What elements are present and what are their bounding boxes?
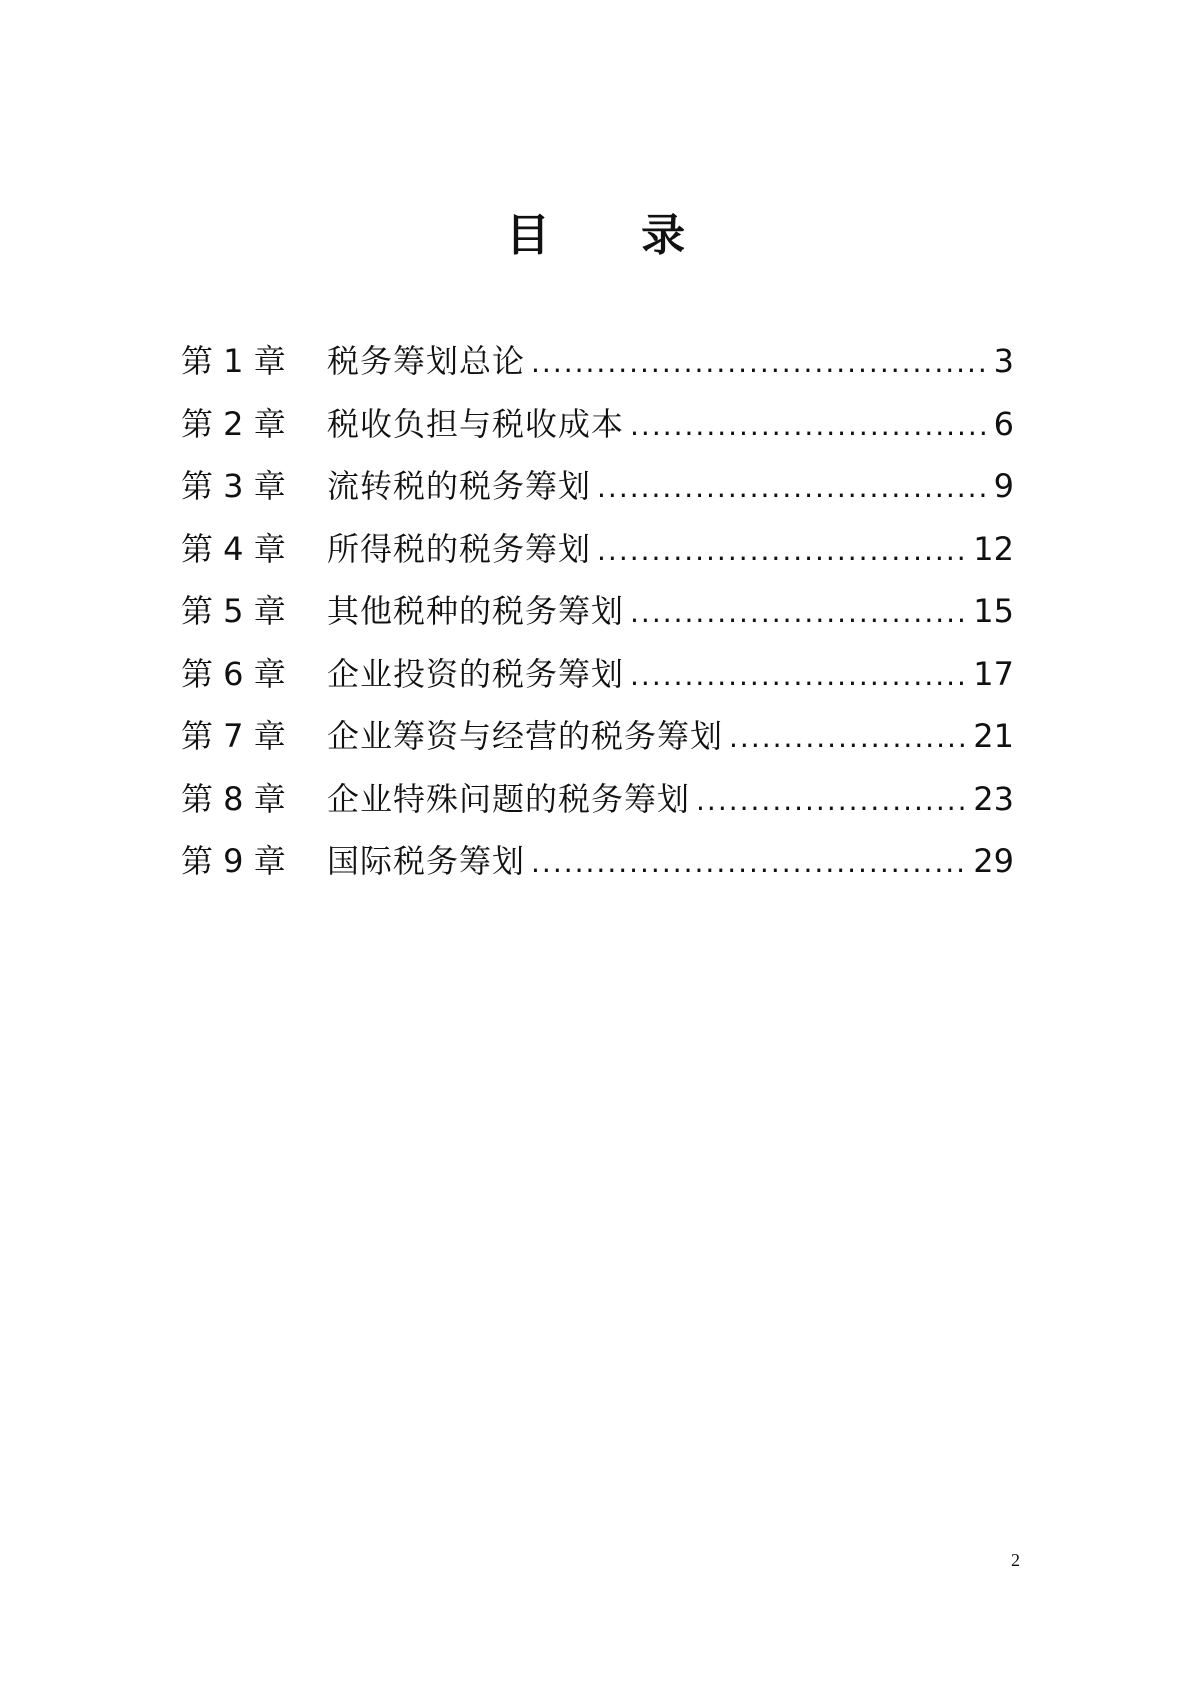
dot-leader xyxy=(630,645,969,708)
page-number: 17 xyxy=(973,654,1014,693)
page-number: 3 xyxy=(993,342,1014,380)
table-of-contents xyxy=(181,330,1014,893)
toc-entry[interactable] xyxy=(181,330,1014,393)
page-number: 29 xyxy=(973,842,1014,880)
dot-leader xyxy=(531,332,990,395)
chapter-label: 第 1 章 xyxy=(181,342,286,380)
dot-leader xyxy=(531,832,969,895)
entry-title: 税收负担与税收成本 xyxy=(327,404,625,443)
chapter-label: 第 4 章 xyxy=(181,529,286,568)
toc-entry[interactable] xyxy=(181,705,1014,768)
page-number: 6 xyxy=(993,404,1014,443)
entry-title: 其他税种的税务筹划 xyxy=(327,592,625,630)
toc-entry[interactable] xyxy=(181,580,1014,643)
dot-leader xyxy=(597,457,990,520)
page-number: 9 xyxy=(993,467,1014,505)
chapter-label: 第 7 章 xyxy=(181,717,286,755)
chapter-label: 第 2 章 xyxy=(181,404,286,443)
chapter-label: 第 5 章 xyxy=(181,592,286,630)
entry-title: 税务筹划总论 xyxy=(327,342,526,380)
page-number: 23 xyxy=(973,779,1014,818)
chapter-label: 第 8 章 xyxy=(181,779,286,818)
entry-title: 所得税的税务筹划 xyxy=(327,529,592,568)
entry-title: 企业筹资与经营的税务筹划 xyxy=(327,717,724,755)
page-number: 12 xyxy=(973,529,1014,568)
page-title: 目 录 xyxy=(505,210,724,261)
chapter-label: 第 9 章 xyxy=(181,842,286,880)
toc-entry[interactable] xyxy=(181,393,1014,456)
toc-entry[interactable] xyxy=(181,518,1014,581)
footer-page-number: 2 xyxy=(1011,1550,1020,1570)
toc-entry[interactable] xyxy=(181,643,1014,706)
entry-title: 流转税的税务筹划 xyxy=(327,467,592,505)
toc-entry[interactable] xyxy=(181,830,1014,893)
dot-leader xyxy=(630,395,990,458)
entry-title: 企业特殊问题的税务筹划 xyxy=(327,779,691,818)
toc-entry[interactable] xyxy=(181,455,1014,518)
dot-leader xyxy=(696,770,969,833)
dot-leader xyxy=(729,707,969,770)
toc-entry[interactable] xyxy=(181,768,1014,831)
dot-leader xyxy=(630,582,969,645)
dot-leader xyxy=(597,520,969,583)
page-number: 21 xyxy=(973,717,1014,755)
entry-title: 企业投资的税务筹划 xyxy=(327,654,625,693)
page-number: 15 xyxy=(973,592,1014,630)
chapter-label: 第 6 章 xyxy=(181,654,286,693)
entry-title: 国际税务筹划 xyxy=(327,842,526,880)
chapter-label: 第 3 章 xyxy=(181,467,286,505)
